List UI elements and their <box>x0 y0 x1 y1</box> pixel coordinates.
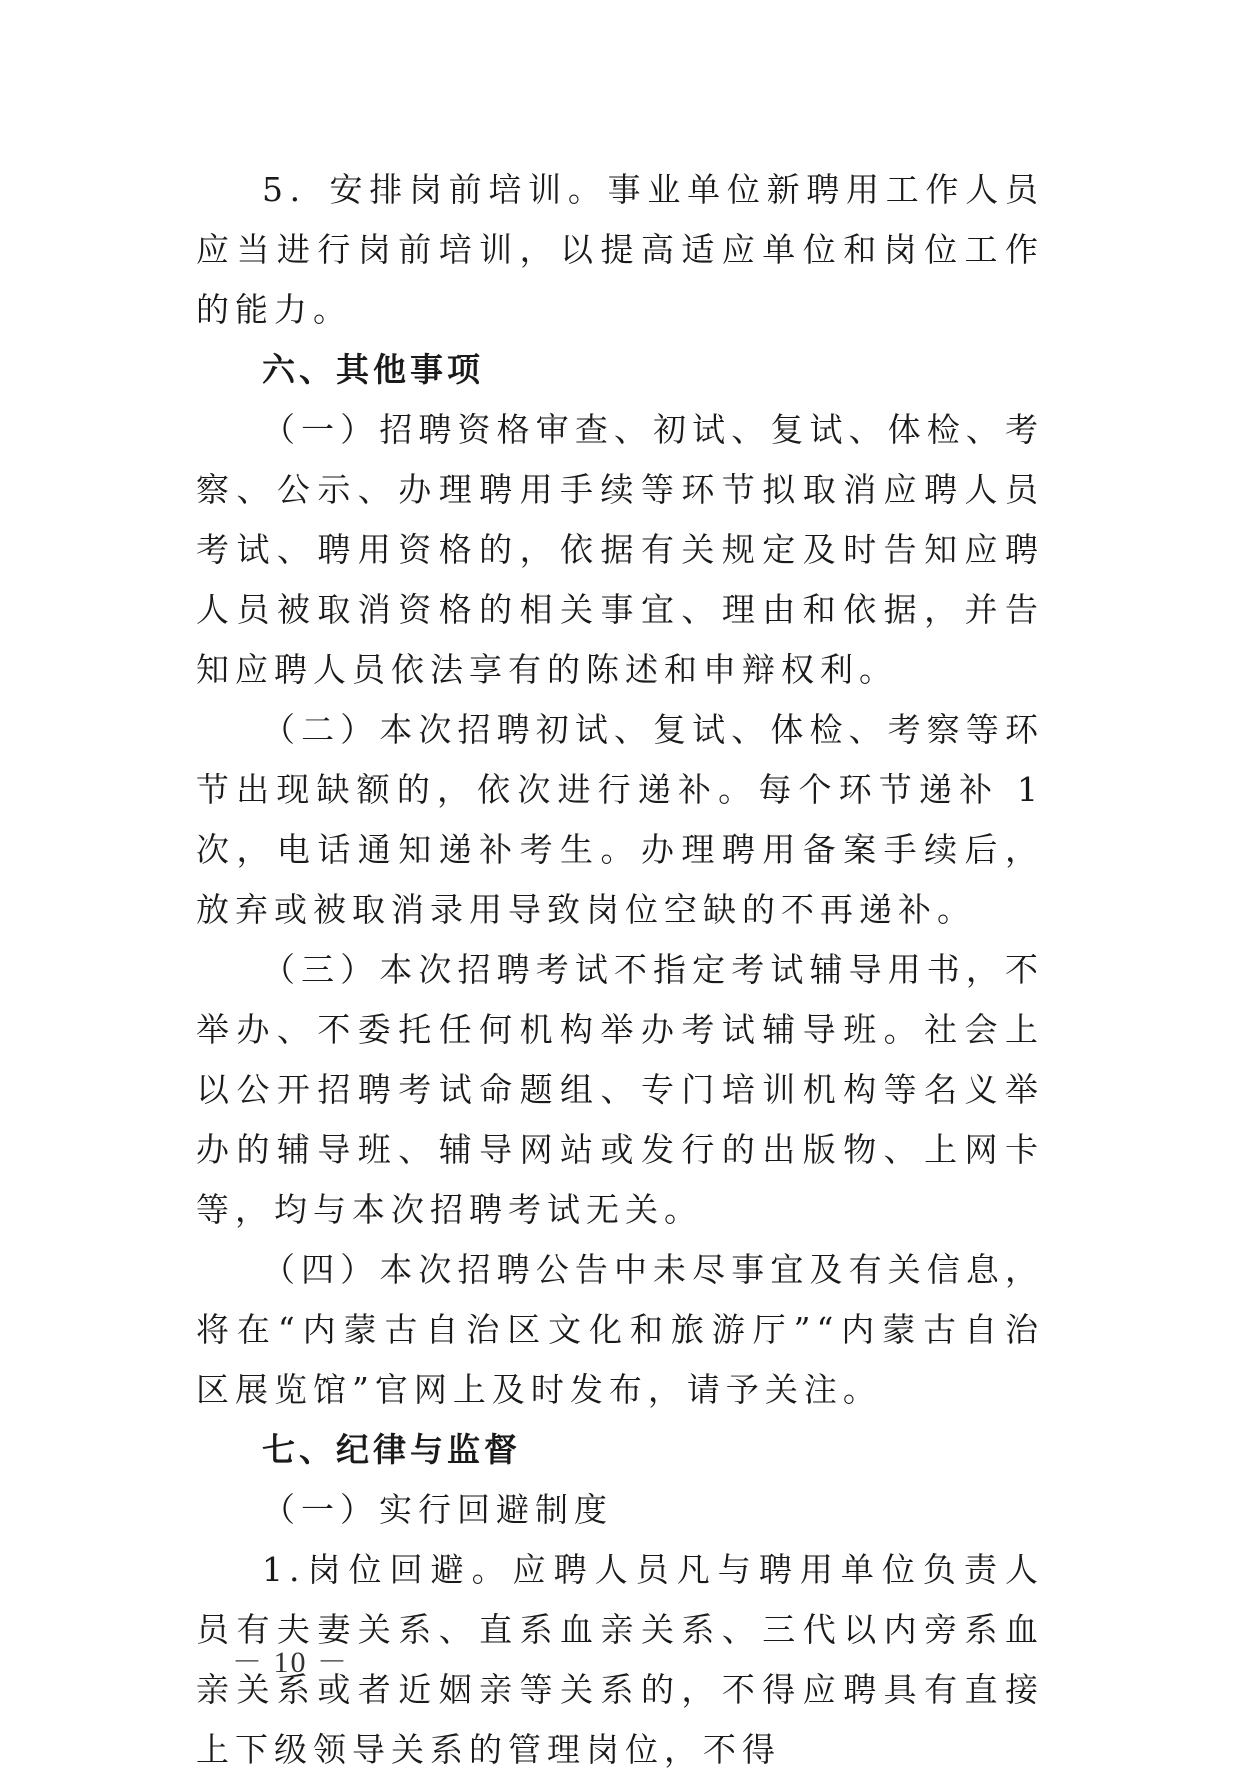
section-heading-other-matters: 六、其他事项 <box>262 350 484 389</box>
document-body <box>196 160 1044 1780</box>
paragraph-pre-job-training: 5．安排岗前培训。事业单位新聘用工作人员应当进行岗前培训，以提高适应单位和岗位工作的能力。 <box>196 170 1044 329</box>
paragraph-item-4-announcements: （四）本次招聘公告中未尽事宜及有关信息，将在“内蒙古自治区文化和旅游厅”“内蒙古自治区展览馆”官网上及时发布，请予关注。 <box>196 1250 1044 1409</box>
paragraph-item-1-disqualification: （一）招聘资格审查、初试、复试、体检、考察、公示、办理聘用手续等环节拟取消应聘人员考试、聘用资格的，依据有关规定及时告知应聘人员被取消资格的相关事宜、理由和依据，并告知应聘人员依法享有的陈述和申辩权利。 <box>196 410 1044 689</box>
paragraph-position-recusal: 1.岗位回避。应聘人员凡与聘用单位负责人员有夫妻关系、直系血亲关系、三代以内旁系血亲关系或者近姻亲等关系的，不得应聘具有直接上下级领导关系的管理岗位，不得 <box>196 1550 1044 1769</box>
page-number: － 10 － <box>232 1646 349 1679</box>
paragraph-item-2-vacancy-filling: （二）本次招聘初试、复试、体检、考察等环节出现缺额的，依次进行递补。每个环节递补 1 次，电话通知递补考生。办理聘用备案手续后，放弃或被取消录用导致岗位空缺的不再递补。 <box>196 710 1044 929</box>
paragraph-item-3-no-tutoring: （三）本次招聘考试不指定考试辅导用书，不举办、不委托任何机构举办考试辅导班。社会上以公开招聘考试命题组、专门培训机构等名义举办的辅导班、辅导网站或发行的出版物、上网卡等，均与本次招聘考试无关。 <box>196 950 1044 1229</box>
paragraph-subheading-recusal: （一）实行回避制度 <box>262 1490 613 1529</box>
section-heading-discipline-supervision: 七、纪律与监督 <box>262 1430 521 1469</box>
